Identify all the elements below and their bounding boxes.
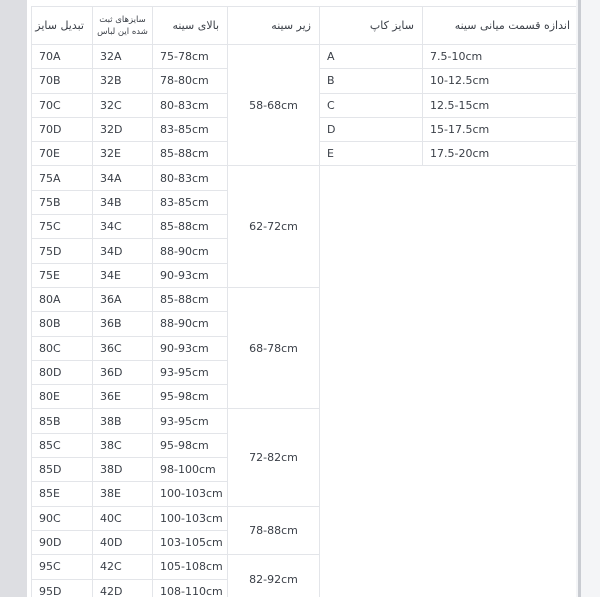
registered-size-cell: 42D	[93, 579, 153, 597]
bust-cell: 83-85cm	[153, 190, 228, 214]
bust-cell: 98-100cm	[153, 458, 228, 482]
table-row	[32, 45, 579, 69]
registered-size-cell: 32C	[93, 93, 153, 117]
bust-cell: 103-105cm	[153, 530, 228, 554]
bust-cell: 85-88cm	[153, 215, 228, 239]
registered-size-cell: 42C	[93, 555, 153, 579]
registered-size-cell: 32E	[93, 142, 153, 166]
converted-size-cell: 80D	[32, 360, 93, 384]
header-mid-bust: اندازه قسمت میانی سینه	[423, 7, 579, 45]
bust-cell: 83-85cm	[153, 117, 228, 141]
bust-cell: 75-78cm	[153, 45, 228, 69]
registered-size-cell: 34E	[93, 263, 153, 287]
header-underbust: زیر سینه	[228, 7, 320, 45]
header-cup-size: سایز کاپ	[320, 7, 423, 45]
registered-size-cell: 34D	[93, 239, 153, 263]
header-converted-size: تبدیل سایز	[32, 7, 93, 45]
registered-size-cell: 38E	[93, 482, 153, 506]
converted-size-cell: 75A	[32, 166, 93, 190]
converted-size-cell: 80A	[32, 287, 93, 311]
registered-size-cell: 32D	[93, 117, 153, 141]
registered-size-cell: 32A	[93, 45, 153, 69]
underbust-cell: 58-68cm	[228, 45, 320, 166]
mid-bust-cell: 12.5-15cm	[423, 93, 579, 117]
converted-size-cell: 70B	[32, 69, 93, 93]
cup-size-cell: C	[320, 93, 423, 117]
bust-cell: 105-108cm	[153, 555, 228, 579]
converted-size-cell: 85B	[32, 409, 93, 433]
converted-size-cell: 75D	[32, 239, 93, 263]
registered-size-cell: 34A	[93, 166, 153, 190]
bust-cell: 100-103cm	[153, 482, 228, 506]
underbust-cell: 78-88cm	[228, 506, 320, 555]
converted-size-cell: 70A	[32, 45, 93, 69]
registered-size-cell: 36C	[93, 336, 153, 360]
cup-size-cell: A	[320, 45, 423, 69]
converted-size-cell: 70D	[32, 117, 93, 141]
scrollbar[interactable]	[576, 0, 600, 597]
bust-cell: 80-83cm	[153, 166, 228, 190]
bust-cell: 85-88cm	[153, 142, 228, 166]
underbust-cell: 62-72cm	[228, 166, 320, 287]
registered-size-cell: 34C	[93, 215, 153, 239]
bust-cell: 90-93cm	[153, 336, 228, 360]
converted-size-cell: 80E	[32, 385, 93, 409]
converted-size-cell: 90D	[32, 530, 93, 554]
registered-size-cell: 32B	[93, 69, 153, 93]
underbust-cell: 82-92cm	[228, 555, 320, 597]
bust-cell: 78-80cm	[153, 69, 228, 93]
converted-size-cell: 80C	[32, 336, 93, 360]
converted-size-cell: 70C	[32, 93, 93, 117]
mid-bust-cell: 15-17.5cm	[423, 117, 579, 141]
scrollbar-track[interactable]	[578, 0, 581, 597]
underbust-cell: 68-78cm	[228, 287, 320, 408]
mid-bust-cell: 17.5-20cm	[423, 142, 579, 166]
converted-size-cell: 75B	[32, 190, 93, 214]
registered-size-cell: 36E	[93, 385, 153, 409]
mid-bust-cell: 10-12.5cm	[423, 69, 579, 93]
converted-size-cell: 75C	[32, 215, 93, 239]
underbust-cell: 72-82cm	[228, 409, 320, 506]
registered-size-cell: 34B	[93, 190, 153, 214]
converted-size-cell: 80B	[32, 312, 93, 336]
bust-cell: 88-90cm	[153, 312, 228, 336]
registered-size-cell: 38B	[93, 409, 153, 433]
converted-size-cell: 95C	[32, 555, 93, 579]
cup-size-cell: E	[320, 142, 423, 166]
bust-cell: 93-95cm	[153, 360, 228, 384]
left-gutter	[0, 0, 27, 597]
converted-size-cell: 85E	[32, 482, 93, 506]
converted-size-cell: 85D	[32, 458, 93, 482]
converted-size-cell: 85C	[32, 433, 93, 457]
converted-size-cell: 75E	[32, 263, 93, 287]
registered-size-cell: 36D	[93, 360, 153, 384]
bust-cell: 108-110cm	[153, 579, 228, 597]
header-registered-sizes: سایزهای ثبت شده این لباس	[93, 7, 153, 45]
registered-size-cell: 38C	[93, 433, 153, 457]
bust-cell: 80-83cm	[153, 93, 228, 117]
bust-cell: 95-98cm	[153, 385, 228, 409]
bust-cell: 90-93cm	[153, 263, 228, 287]
header-row	[32, 7, 579, 45]
bust-cell: 95-98cm	[153, 433, 228, 457]
mid-bust-cell: 7.5-10cm	[423, 45, 579, 69]
cup-size-cell: B	[320, 69, 423, 93]
registered-size-cell: 36B	[93, 312, 153, 336]
bust-cell: 100-103cm	[153, 506, 228, 530]
empty-area	[320, 166, 579, 597]
registered-size-cell: 40D	[93, 530, 153, 554]
registered-size-cell: 36A	[93, 287, 153, 311]
registered-size-cell: 38D	[93, 458, 153, 482]
registered-size-cell: 40C	[93, 506, 153, 530]
converted-size-cell: 90C	[32, 506, 93, 530]
header-bust: بالای سینه	[153, 7, 228, 45]
bust-cell: 88-90cm	[153, 239, 228, 263]
table-row	[32, 166, 579, 190]
converted-size-cell: 70E	[32, 142, 93, 166]
bust-cell: 93-95cm	[153, 409, 228, 433]
size-table	[31, 6, 579, 597]
bust-cell: 85-88cm	[153, 287, 228, 311]
cup-size-cell: D	[320, 117, 423, 141]
converted-size-cell: 95D	[32, 579, 93, 597]
